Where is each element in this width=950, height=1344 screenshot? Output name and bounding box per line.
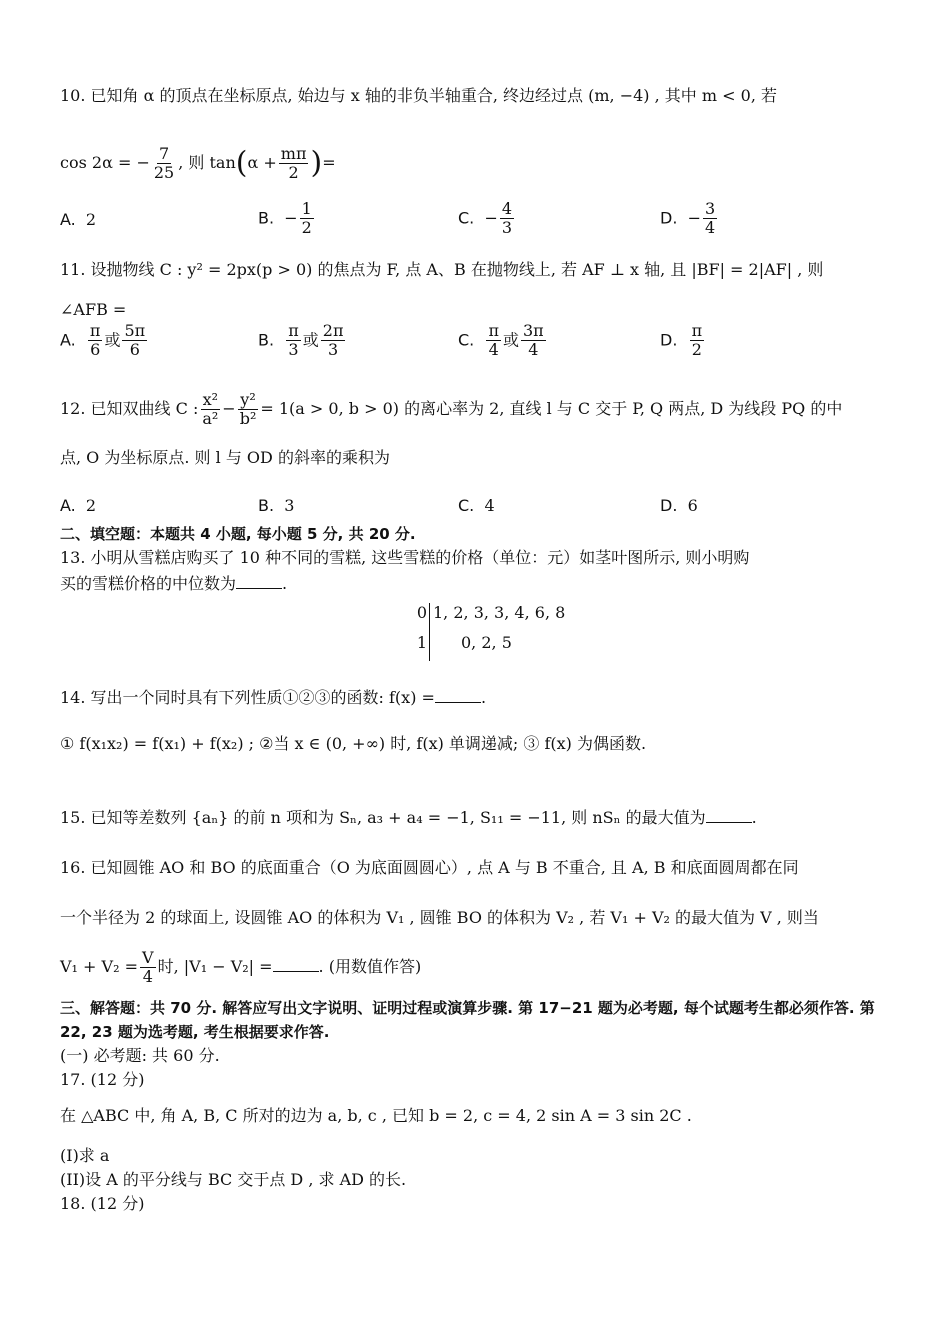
q11-option-d[interactable]: [660, 322, 706, 360]
frac-den: 4: [528, 340, 539, 360]
option-text: 3: [284, 496, 295, 515]
option-text: −: [284, 208, 298, 228]
option-text: 4: [484, 496, 495, 515]
frac-den: 6: [90, 340, 101, 360]
option-fraction-b: [521, 322, 546, 360]
q10-fraction: [152, 145, 176, 183]
q12-line2: 点, O 为坐标原点. 则 l 与 OD 的斜率的乘积为: [60, 448, 390, 467]
q11-line1: 11. 设抛物线 C : y² = 2px(p > 0) 的焦点为 F, 点 A、B 在抛物线上, 若 AF ⊥ x 轴, 且 |BF| = 2|AF| , 则: [60, 260, 824, 279]
option-fraction-a: [88, 322, 103, 360]
q16-answer-blank[interactable]: [273, 955, 319, 972]
q11-option-a[interactable]: [60, 322, 149, 360]
section-3-heading: 三、解答题：共 70 分. 解答应写出文字说明、证明过程或演算步骤. 第 17−21 题为必考题, 每个试题考生都必须作答. 第 22, 23 题为选考题, 考生根据要求作答.: [60, 999, 875, 1041]
option-fraction-a: [486, 322, 501, 360]
q10-left-paren: (: [235, 145, 248, 181]
frac-den: 3: [328, 340, 339, 360]
option-label: A.: [60, 210, 76, 229]
frac-num: 2π: [322, 321, 344, 340]
q13-answer-blank[interactable]: [236, 572, 282, 589]
q10-post: =: [322, 153, 336, 172]
frac-num: 1: [301, 199, 312, 218]
q12-fraction-y: [238, 391, 259, 429]
q10-option-c[interactable]: [458, 200, 516, 238]
q12-fraction-x: [200, 391, 220, 429]
q12-option-a[interactable]: [60, 496, 96, 515]
q12-minus: −: [222, 399, 236, 418]
frac-num: π: [691, 321, 703, 340]
option-fraction-b: [321, 322, 346, 360]
frac-num: 5π: [124, 321, 146, 340]
q10-line1: 10. 已知角 α 的顶点在坐标原点, 始边与 x 轴的非负半轴重合, 终边经过点 (m, −4) , 其中 m < 0, 若: [60, 86, 777, 105]
frac-num: 3: [704, 199, 716, 218]
option-fraction: [300, 200, 314, 238]
option-label: C.: [458, 208, 475, 228]
q12-pre: 12. 已知双曲线 C :: [60, 399, 199, 418]
option-join: 或: [302, 330, 319, 350]
q10-option-a[interactable]: [60, 210, 96, 229]
q15-line1: [60, 806, 892, 830]
option-label: C.: [458, 330, 475, 350]
q13-line2-end: .: [282, 574, 288, 593]
q12-option-b[interactable]: [258, 496, 294, 515]
stem-value: 0: [416, 603, 427, 622]
leaf-values: 1, 2, 3, 3, 4, 6, 8: [433, 603, 566, 622]
frac-den: 6: [129, 340, 140, 360]
q14-line1-text: 14. 写出一个同时具有下列性质①②③的函数: f(x) =: [60, 688, 435, 707]
leaf-values: 0, 2, 5: [461, 633, 512, 652]
q15-answer-blank[interactable]: [706, 806, 752, 823]
q15-line1-end: .: [751, 808, 757, 827]
q12-option-c[interactable]: [458, 496, 495, 515]
q11-line2: ∠AFB =: [60, 300, 127, 319]
q10-inner-num: mπ: [280, 143, 307, 163]
frac-num: V: [142, 947, 154, 967]
q10-option-b[interactable]: [258, 200, 316, 238]
frac-den: 3: [501, 218, 513, 238]
q16-line3-pre: V₁ + V₂ =: [60, 957, 139, 976]
option-text: −: [484, 208, 498, 228]
q17-part2: (II)设 A 的平分线与 BC 交于点 D , 求 AD 的长.: [60, 1170, 407, 1189]
option-fraction: [703, 200, 717, 238]
q16-fraction: [140, 949, 156, 987]
q16-line2: 一个半径为 2 的球面上, 设圆锥 AO 的体积为 V₁ , 圆锥 BO 的体积为 V₂ , 若 V₁ + V₂ 的最大值为 V , 则当: [60, 908, 819, 927]
option-label: D.: [660, 496, 678, 515]
q12-line1: [60, 386, 892, 432]
q14-line2: ① f(x₁x₂) = f(x₁) + f(x₂) ; ②当 x ∈ (0, +∞) 时, f(x) 单调递减; ③ f(x) 为偶函数.: [60, 734, 647, 753]
q10-inner-fraction: [279, 145, 309, 183]
frac-den: 4: [142, 967, 153, 986]
q10-line2: [60, 140, 892, 187]
q10-inner-den: 2: [288, 163, 299, 182]
option-label: C.: [458, 496, 475, 515]
frac-num: π: [488, 321, 499, 340]
option-text: 2: [85, 496, 97, 515]
q12-option-d[interactable]: [660, 496, 698, 515]
frac-den: 2: [691, 340, 702, 360]
frac-num: y²: [240, 389, 256, 409]
option-join: 或: [104, 330, 121, 350]
stem-leaf-plot: [415, 603, 575, 659]
frac-den: 4: [488, 340, 499, 360]
frac-den: 3: [288, 340, 299, 360]
q16-line3-mid: 时, |V₁ − V₂| =: [157, 957, 273, 976]
option-label: D.: [660, 330, 678, 350]
q10-right-paren: ): [310, 145, 323, 181]
q15-line1-text: 15. 已知等差数列 {aₙ} 的前 n 项和为 Sₙ, a₃ + a₄ = −1, S₁₁ = −11, 则 nSₙ 的最大值为: [60, 808, 706, 827]
q17-body: 在 △ABC 中, 角 A, B, C 所对的边为 a, b, c , 已知 b = 2, c = 4, 2 sin A = 3 sin 2C .: [60, 1106, 692, 1125]
q11-option-c[interactable]: [458, 322, 548, 360]
option-label: B.: [258, 330, 275, 350]
option-fraction: [500, 200, 514, 238]
frac-num: 3π: [522, 321, 544, 340]
frac-den: b²: [239, 409, 257, 428]
frac-den: 2: [301, 218, 312, 238]
option-label: B.: [258, 208, 275, 228]
section-2-heading: 二、填空题：本题共 4 小题, 每小题 5 分, 共 20 分.: [60, 525, 416, 543]
stem-value: 1: [416, 633, 427, 652]
required-heading: (一) 必考题: 共 60 分.: [60, 1046, 220, 1065]
frac-num: x²: [202, 389, 219, 409]
frac-num: 4: [501, 199, 513, 218]
option-text: −: [687, 208, 701, 228]
frac-num: π: [288, 321, 299, 340]
option-label: A.: [60, 496, 76, 515]
q12-post: = 1(a > 0, b > 0) 的离心率为 2, 直线 l 与 C 交于 P, Q 两点, D 为线段 PQ 的中: [260, 399, 843, 418]
q14-line1: [60, 686, 892, 710]
q17-part1: (I)求 a: [60, 1146, 110, 1165]
q16-line3: [60, 944, 892, 990]
q10-frac-num: 7: [158, 143, 170, 163]
option-label: B.: [258, 496, 275, 515]
q16-line1: 16. 已知圆锥 AO 和 BO 的底面重合（O 为底面圆圆心）, 点 A 与 B 不重合, 且 A, B 和底面圆周都在同: [60, 858, 799, 877]
q14-line1-end: .: [480, 688, 487, 707]
q13-line1: 13. 小明从雪糕店购买了 10 种不同的雪糕, 这些雪糕的价格（单位：元）如茎叶图所示, 则小明购: [60, 548, 750, 567]
frac-num: π: [89, 321, 101, 340]
q13-line2: [60, 572, 892, 596]
option-fraction-a: [690, 322, 705, 360]
q17-heading: 17. (12 分): [60, 1070, 145, 1089]
option-label: A.: [60, 330, 76, 350]
option-fraction-b: [122, 322, 147, 360]
q16-line3-end: . (用数值作答): [318, 957, 422, 976]
option-text: 2: [85, 210, 97, 229]
q10-option-d[interactable]: [660, 200, 719, 238]
q10-mid: , 则 tan: [178, 153, 236, 172]
q10-inner-pre: α +: [247, 153, 277, 172]
q10-pre: cos 2α = −: [60, 153, 150, 172]
option-join: 或: [502, 330, 519, 350]
q13-line2-text: 买的雪糕价格的中位数为: [60, 574, 237, 593]
q11-option-b[interactable]: [258, 322, 347, 360]
q10-frac-den: 25: [153, 163, 175, 182]
stem-divider: [429, 603, 430, 661]
frac-den: 4: [704, 218, 716, 238]
frac-den: a²: [202, 409, 219, 428]
option-label: D.: [660, 208, 678, 228]
q14-answer-blank[interactable]: [435, 686, 481, 703]
option-fraction-a: [286, 322, 301, 360]
option-text: 6: [687, 496, 698, 515]
q18-heading: 18. (12 分): [60, 1194, 145, 1213]
